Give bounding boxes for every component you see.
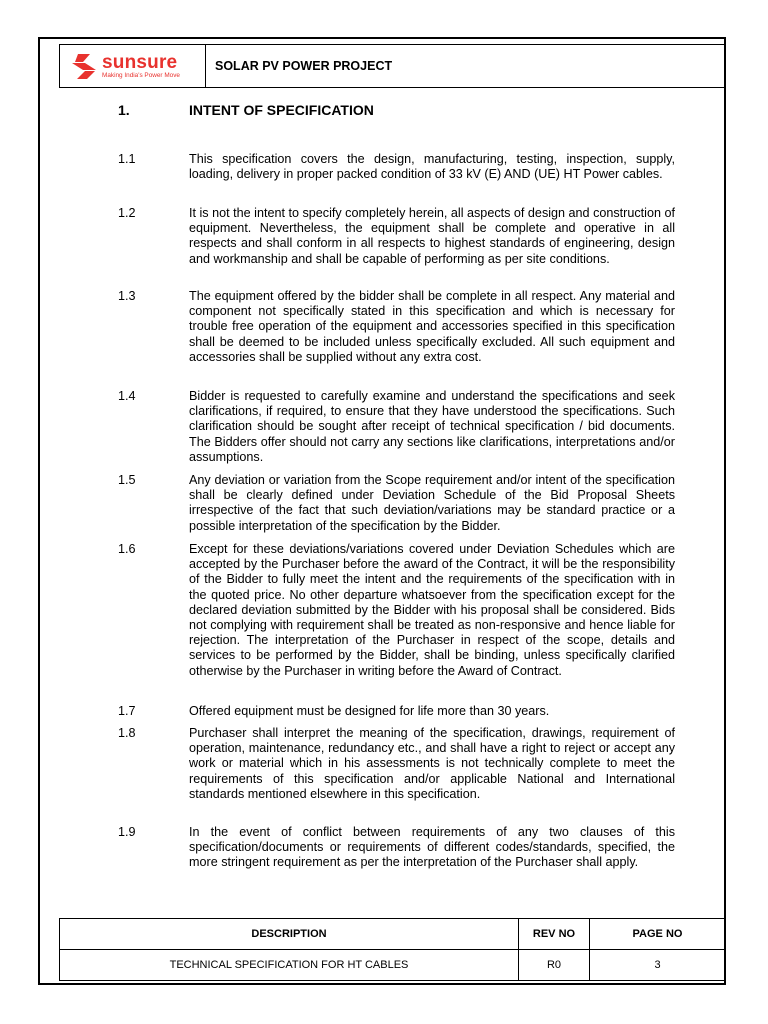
clause-number: 1.9 xyxy=(118,825,136,839)
clause-text: In the event of conflict between requirements of any two clauses of this specification/documents or requirements of different codes/standards, specified, the more stringent requirement as per the interpretation of the Purchaser shall apply. xyxy=(189,825,675,870)
clause-1-7 xyxy=(118,704,675,719)
clause-1-2 xyxy=(118,206,675,267)
clause-text: Except for these deviations/variations covered under Deviation Schedules which are accepted by the Purchaser before the award of the Contract, it will be the responsibility of the Bidder to fully meet the intent and the requirements of the specification with in the quoted price. No other departure whatsoever from the specification except for the declared deviation submitted by the Bidder with his proposal shall be considered. Bids not complying with requirement shall be treated as non-responsive and hence liable for rejection. The interpretation of the Purchaser in respect of the scope, details and services to be performed by the Bidder, shall be binding, unless specifically clarified otherwise by the Purchaser in writing before the Award of Contract. xyxy=(189,542,675,678)
sunsure-logo-icon xyxy=(69,52,99,80)
logo-wordmark: sunsure xyxy=(102,51,178,73)
document-title: SOLAR PV POWER PROJECT xyxy=(215,59,393,73)
rev-no-value: R0 xyxy=(519,950,590,981)
page-no-value: 3 xyxy=(590,950,726,981)
rev-no-header: REV NO xyxy=(519,919,590,950)
clause-number: 1.2 xyxy=(118,206,136,220)
clause-text: Any deviation or variation from the Scope requirement and/or intent of the specification shall be clearly defined under Deviation Schedule of the Bid Proposal Sheets irrespective of the fact that such deviation/variations may be standard practice or a possible interpretation of the specification by the Bidder. xyxy=(189,473,675,533)
logo-cell xyxy=(60,45,206,87)
section-title: INTENT OF SPECIFICATION xyxy=(189,102,374,118)
footer-table xyxy=(59,918,726,981)
footer-value-row xyxy=(60,950,726,981)
clause-number: 1.6 xyxy=(118,542,136,556)
description-header: DESCRIPTION xyxy=(60,919,519,950)
page-no-header: PAGE NO xyxy=(590,919,726,950)
footer-header-row xyxy=(60,919,726,950)
sunsure-logo xyxy=(69,52,180,80)
clause-text: The equipment offered by the bidder shall be complete in all respect. Any material and component not specifically stated in this specification and which is necessary for trouble free operation of the equipment and accessories specified in this specification shall be deemed to be included unless specifically excluded. All such equipment and accessories shall be supplied without any extra cost. xyxy=(189,289,675,364)
clause-text: It is not the intent to specify completely herein, all aspects of design and construction of equipment. Nevertheless, the equipment shall be complete and operative in all respects and shall conform in all respects to highest standards of engineering, design and workmanship and shall be capable of performing as per site conditions. xyxy=(189,206,675,266)
clause-number: 1.5 xyxy=(118,473,136,487)
clause-1-5 xyxy=(118,473,675,534)
page-header xyxy=(59,44,725,88)
clause-1-9 xyxy=(118,825,675,871)
clause-1-1 xyxy=(118,152,675,182)
section-number: 1. xyxy=(118,102,130,118)
clause-number: 1.8 xyxy=(118,726,136,740)
clause-1-6 xyxy=(118,542,675,679)
clause-text: Bidder is requested to carefully examine and understand the specifications and seek clarifications, if required, to ensure that they have understood the specifications. Such clarification should be sought after receipt of technical specification / bid documents. The Bidders offer should not carry any sections like clarifications, interpretations and/or assumptions. xyxy=(189,389,675,464)
clause-number: 1.4 xyxy=(118,389,136,403)
clause-text: Purchaser shall interpret the meaning of the specification, drawings, requirement of operation, maintenance, redundancy etc., and shall have a right to reject or accept any work or material which in his assessments is not technically complete to meet the requirements of this specification and/or applicable National and International standards mentioned elsewhere in this specification. xyxy=(189,726,675,801)
clause-text: Offered equipment must be designed for life more than 30 years. xyxy=(189,704,550,718)
clause-1-3 xyxy=(118,289,675,365)
clause-1-4 xyxy=(118,389,675,465)
clause-number: 1.3 xyxy=(118,289,136,303)
logo-tagline: Making India's Power Move xyxy=(102,71,180,79)
clause-number: 1.7 xyxy=(118,704,136,718)
clause-1-8 xyxy=(118,726,675,802)
description-value: TECHNICAL SPECIFICATION FOR HT CABLES xyxy=(60,950,519,981)
clause-text: This specification covers the design, manufacturing, testing, inspection, supply, loading, delivery in proper packed condition of 33 kV (E) AND (UE) HT Power cables. xyxy=(189,152,675,182)
clause-number: 1.1 xyxy=(118,152,136,166)
